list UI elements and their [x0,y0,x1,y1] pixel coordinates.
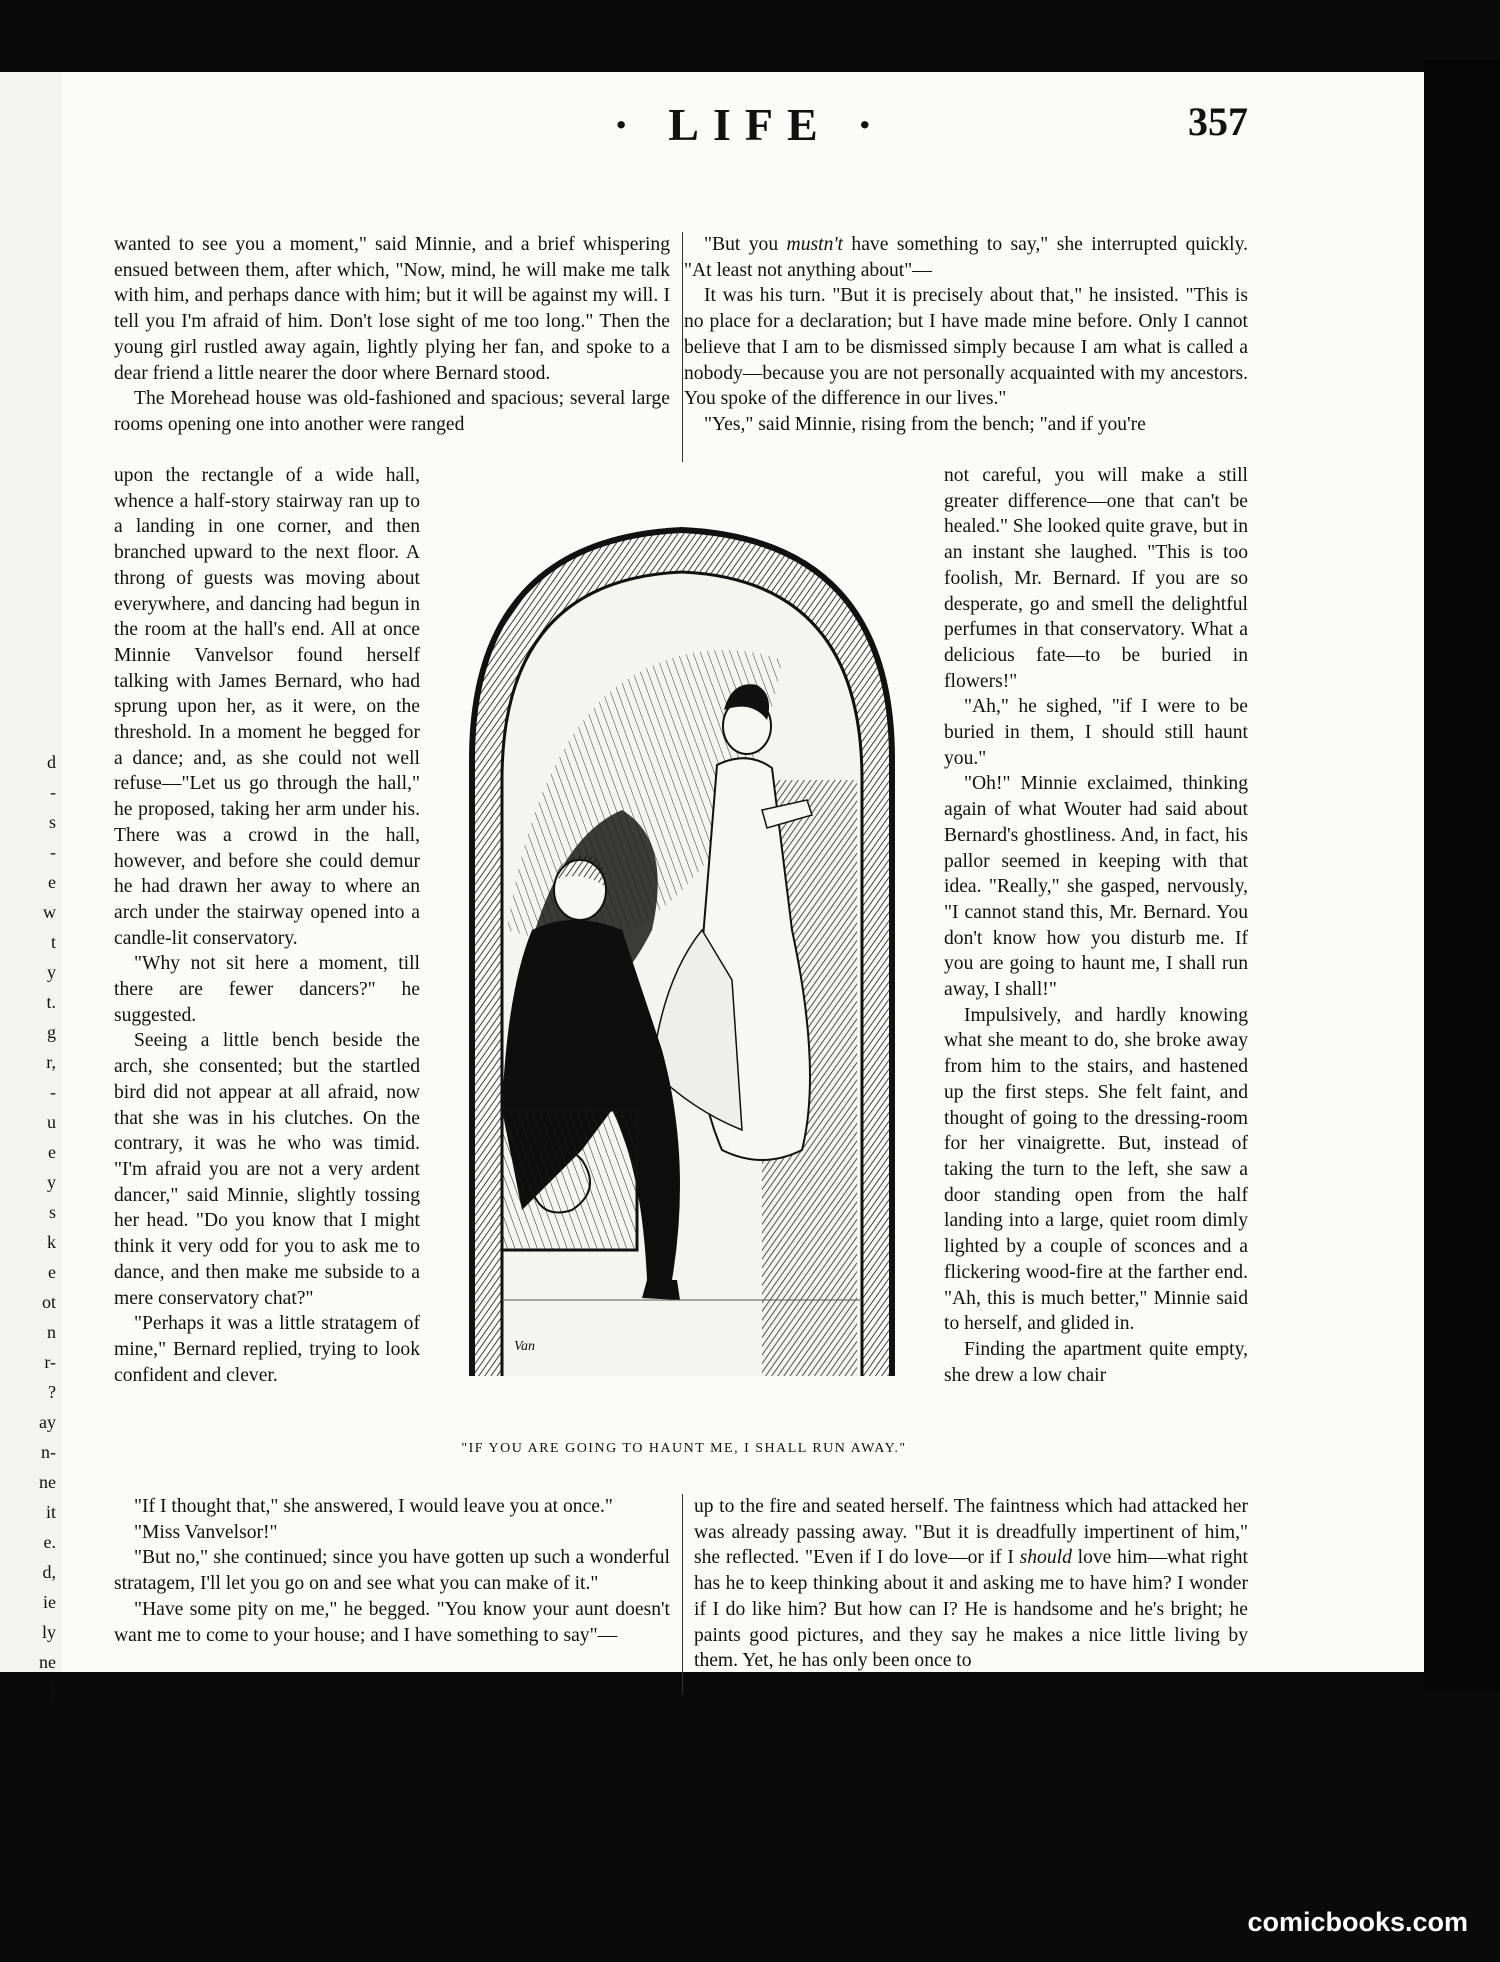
facing-page-edge [0,72,65,1702]
right-column-bottom [694,1494,1248,1674]
facing-page-fragment: it [45,1502,56,1522]
right-column-narrow [944,463,1248,1388]
facing-page-fragment: ? [48,1382,56,1402]
left-column-narrow [114,463,420,1388]
facing-page-fragment: t [50,932,56,952]
paragraph: "Perhaps it was a little stratagem of mine," Bernard replied, trying to look confident and clever. [114,1313,420,1386]
facing-page-fragment: I [50,1682,56,1702]
artist-signature: Van [514,1339,535,1354]
paragraph: The Morehead house was old-fashioned and spacious; several large rooms opening one into another were ranged [114,388,670,435]
facing-page-fragment: ot [41,1292,56,1312]
facing-page-fragment: n [47,1322,56,1342]
facing-page-fragment: - [50,782,56,802]
paragraph: "Miss Vanvelsor!" [134,1521,278,1543]
facing-page-fragment: r, [46,1052,56,1072]
column-rule [682,1494,683,1694]
facing-page-fragment: k [47,1232,56,1252]
masthead-title: · LIFE · [613,99,887,150]
column-rule [682,232,683,462]
paragraph: Impulsively, and hardly knowing what she meant to do, she broke away from him to the stairs, and hastened up the first steps. She felt faint, and thought of going to the dressing-room for her vinaigrette. But, instead of taking the turn to the left, she saw a door standing open from the half landing into a large, quiet room dimly lighted by a couple of sconces and a flickering wood-fire at the farther end. "Ah, this is much better," Minnie said to herself, and glided in. [944,1004,1248,1335]
paragraph: upon the rectangle of a wide hall, whence a half-story stairway ran up to a landing in one corner, and then branched upward to the next floor. A throng of guests was moving about everywhere, and dancing had begun in the room at the hall's end. All at once Minnie Vanvelsor found herself talking with James Bernard, who had sprung upon her, as it were, on the threshold. In a moment he begged for a dance; and, as she could not well refuse—"Let us go through the hall," he proposed, taking her arm under his. There was a crowd in the hall, however, and before she could demur he had drawn her away to where an arch under the stairway opened into a candle-lit conservatory. [114,465,420,949]
facing-page-fragment: w [43,902,56,922]
facing-page-fragment: d, [42,1562,56,1582]
facing-page-fragment: y [47,962,56,982]
facing-page-fragment: - [50,842,56,862]
facing-page-fragment: ne [39,1652,56,1672]
paragraph: Seeing a little bench beside the arch, she consented; but the startled bird did not appear at all afraid, now that she was in his clutches. On the contrary, it was he who was timid. "I'm afraid you are not a very ardent dancer," said Minnie, slightly tossing her head. "Do you know that I might think it very odd for you to ask me to dance, and then make me subside to a mere conservatory chat?" [114,1030,420,1309]
facing-page-fragment: g [47,1022,56,1042]
facing-page-fragment: - [50,1082,56,1102]
facing-page-fragment: n- [41,1442,56,1462]
facing-page-fragment: d [47,752,56,772]
paragraph: "But no," she continued; since you have gotten up such a wonderful stratagem, I'll let you go on and see what you can make of it." [114,1547,670,1595]
paragraph: "Oh!" Minnie exclaimed, thinking again of what Wouter had said about Bernard's ghostliness. And, in fact, his pallor seemed in keeping with that idea. "Really," she gasped, nervously, "I cannot stand this, Mr. Bernard. You don't know how you disturb me. If you are going to haunt me, I shall run away, I shall!" [944,773,1248,1001]
facing-page-fragment: ie [43,1592,56,1612]
facing-page-fragment: ay [39,1412,56,1432]
facing-page-fragment: y [47,1172,56,1192]
facing-page-fragment: ly [41,1622,56,1642]
text-run: up to the fire and seated herself. The faintness which had attacked her was already passing away. "But it is dreadfully impertinent of him," she reflected. "Even if I do love—or if I [694,1496,1248,1569]
paragraph: It was his turn. "But it is precisely about that," he insisted. "This is no place for a declaration; but I have made mine before. Only I cannot believe that I am to be dismissed simply because I am what is called a nobody—because you are not personally acquainted with my ancestors. You spoke of the difference in our lives." [684,285,1248,410]
facing-page-fragment: s [48,812,56,832]
facing-page-fragment: ne [39,1472,56,1492]
paragraph [694,1494,1248,1674]
emphasis: should [1019,1547,1072,1569]
watermark: comicbooks.com [1247,1907,1468,1937]
paragraph: "Yes," said Minnie, rising from the bench; "and if you're [704,413,1146,435]
facing-page-fragment: e. [43,1532,56,1552]
facing-page-fragment: r- [44,1352,56,1372]
illustration-caption: "IF YOU ARE GOING TO HAUNT ME, I SHALL RUN AWAY." [461,1441,907,1456]
text-run: love him—what right has he to keep thinking about it and asking me to have him? I wonder if I do like him? But how can I? He is handsome and he's bright; he paints good pictures, and they say he makes a nice little living by them. Yet, he has only been once to [694,1547,1248,1672]
text-run: "But you [704,234,787,255]
facing-page-fragment: u [47,1112,56,1132]
facing-page-fragment: s [48,1202,56,1222]
emphasis: mustn't [786,234,843,255]
page-number: 357 [1188,99,1248,144]
facing-page-fragment: e [48,1262,56,1282]
paragraph: not careful, you will make a still greater difference—one that can't be healed." She looked quite grave, but in an instant she laughed. "This is too foolish, Mr. Bernard. If you are so desperate, go and smell the delightful perfumes in that conservatory. What a delicious fate—to be buried in flowers!" [944,465,1248,692]
left-column-bottom [114,1494,670,1648]
paragraph: wanted to see you a moment," said Minnie, and a brief whispering ensued between them, after which, "Now, mind, he will make me talk with him, and perhaps dance with him; but it will be against my will. I tell you I'm afraid of him. Don't lose sight of me too long." Then the young girl rustled away again, lightly plying her fan, and spoke to a dear friend a little nearer the door where Bernard stood. [114,234,670,384]
paragraph: "Ah," he sighed, "if I were to be buried in them, I should still haunt you." [944,696,1248,769]
facing-page-fragment: e [48,872,56,892]
page-gutter-shadow [1424,60,1500,1690]
paragraph: "Have some pity on me," he begged. "You know your aunt doesn't want me to come to your house; and I have something to say"— [114,1598,670,1646]
left-column-top [114,232,670,438]
text-run: have something to say," she interrupted quickly. "At least not anything about"— [684,234,1249,281]
right-column-top [684,232,1248,438]
paragraph: "If I thought that," she answered, I would leave you at once." [134,1496,613,1517]
paragraph: "Why not sit here a moment, till there are fewer dancers?" he suggested. [114,953,420,1026]
paragraph [684,232,1248,283]
facing-page-fragment: t. [46,992,56,1012]
engraving-illustration [462,510,902,1376]
paragraph: Finding the apartment quite empty, she drew a low chair [944,1338,1248,1386]
facing-page-fragment: e [48,1142,56,1162]
